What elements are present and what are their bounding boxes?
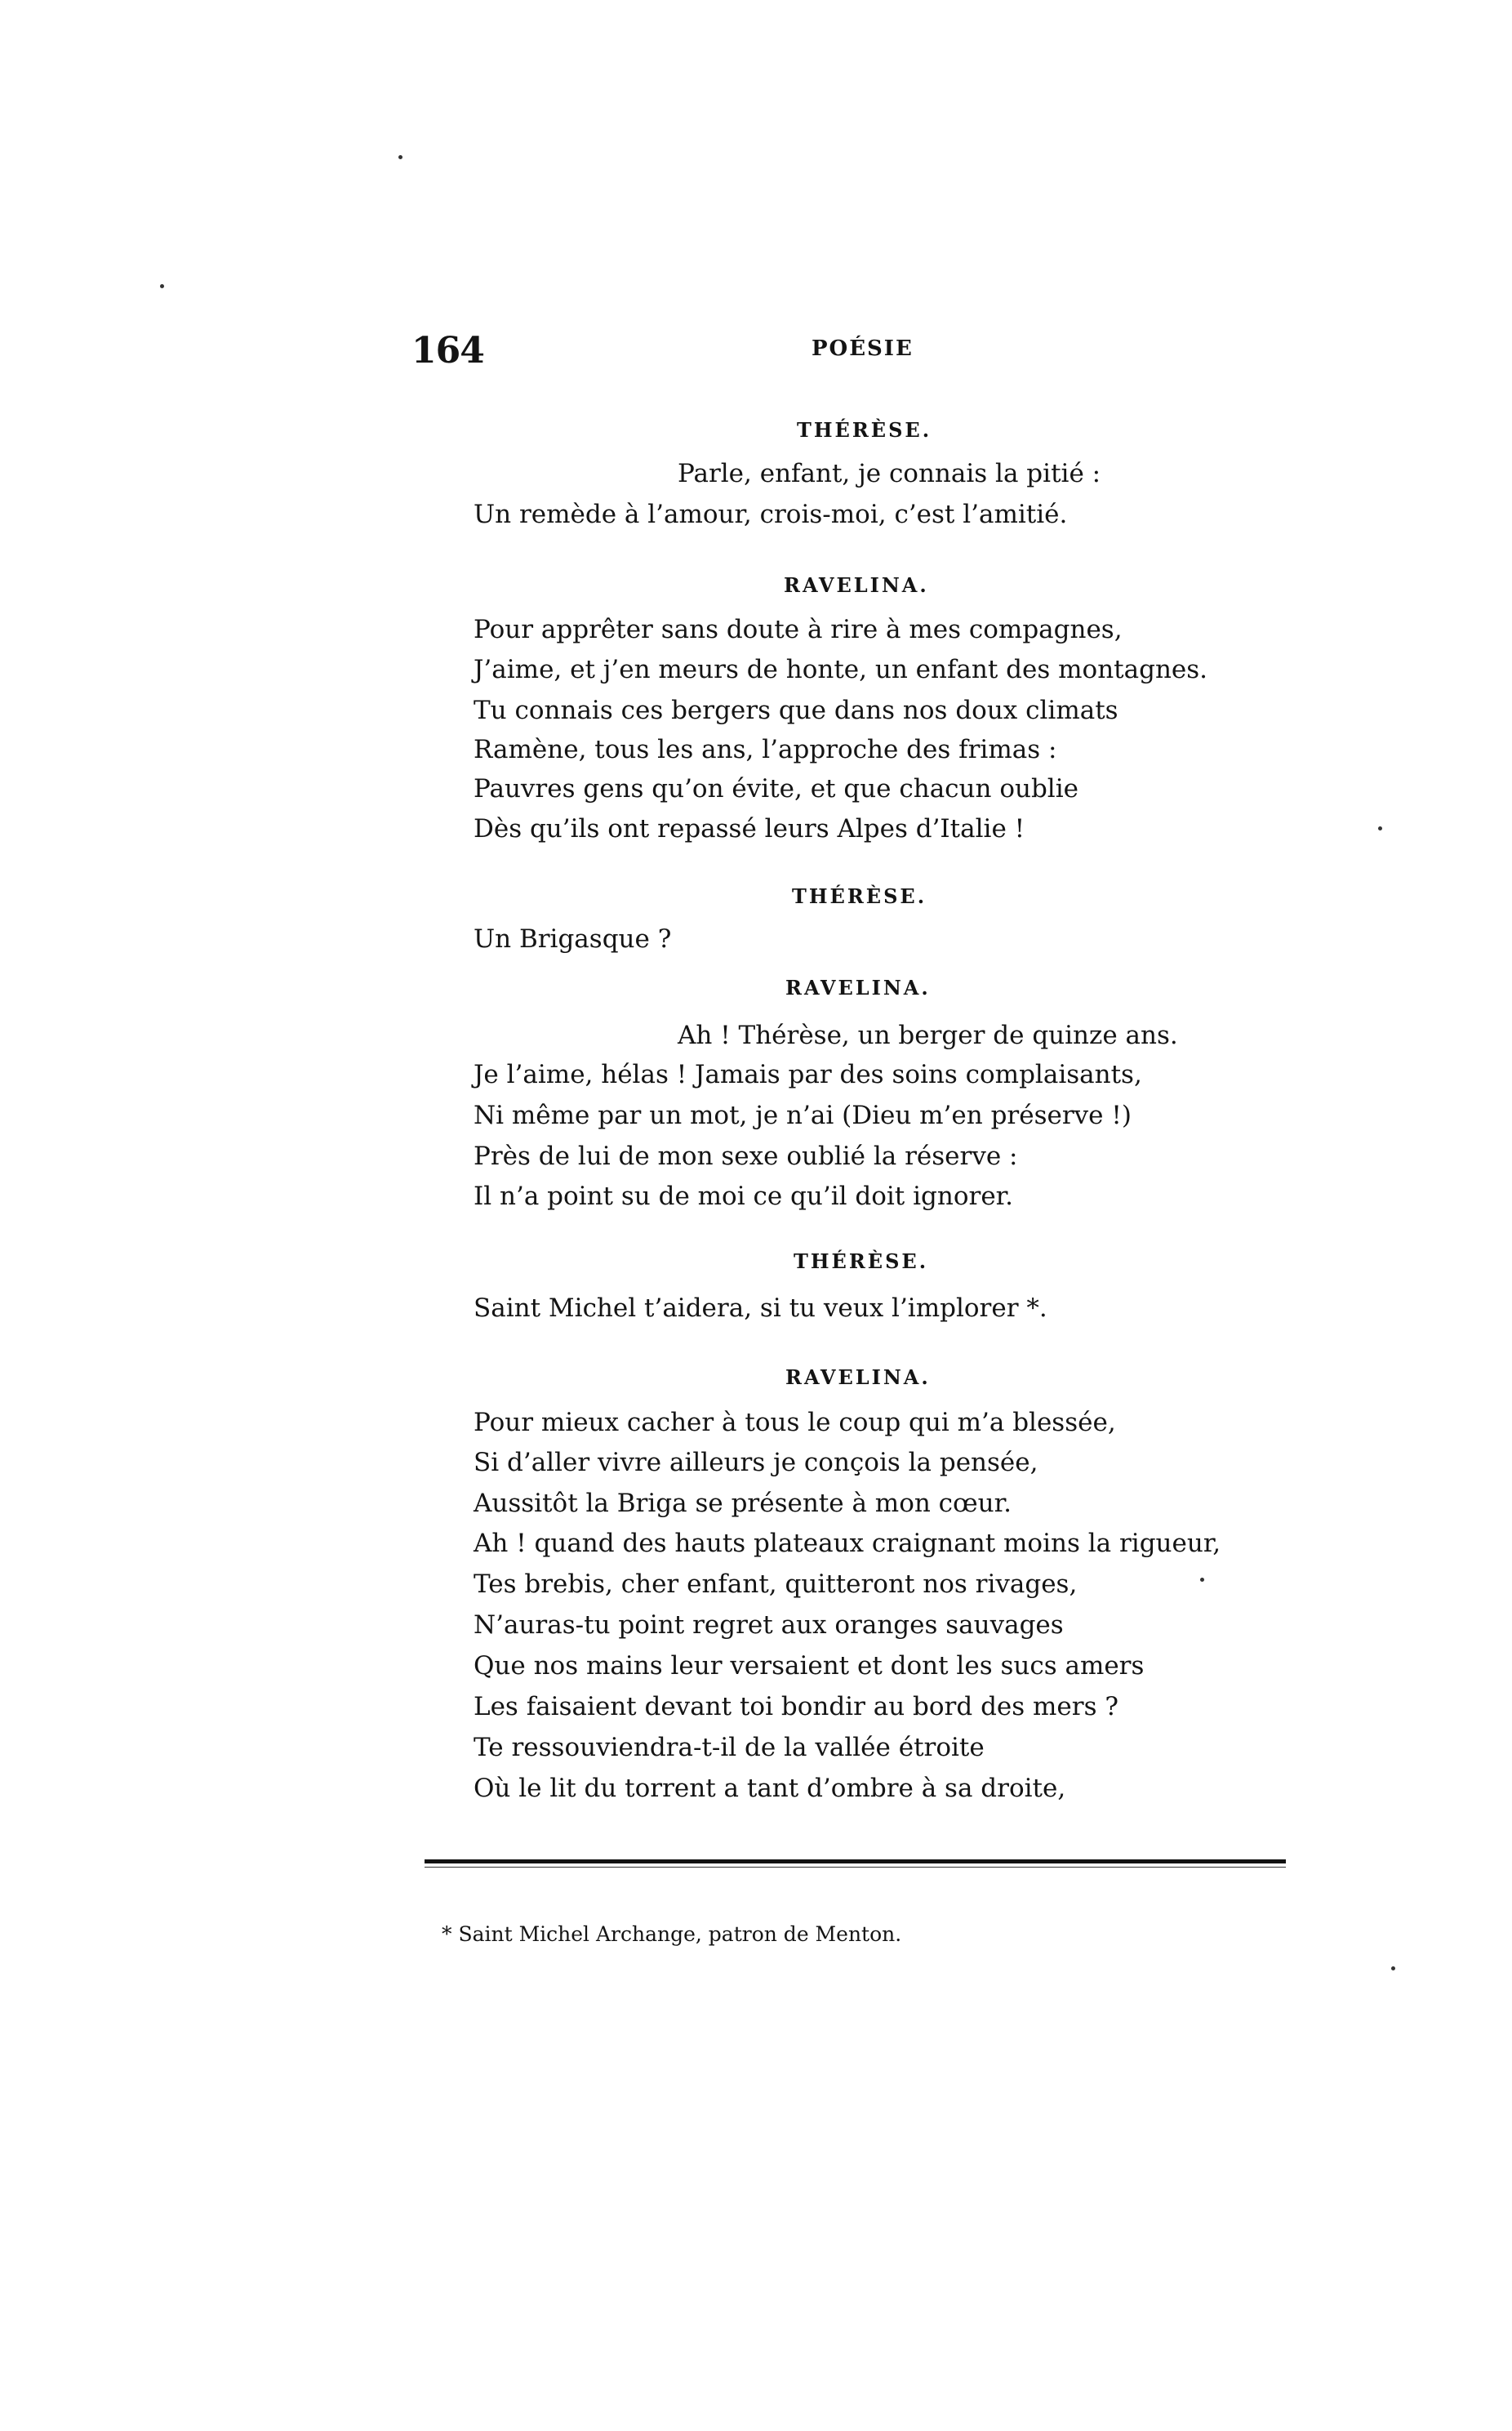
scan-speck [160, 284, 164, 288]
verse-line: Un Brigasque ? [474, 924, 672, 954]
scan-speck [1378, 826, 1382, 830]
speaker-label: THÉRÈSE. [797, 418, 932, 442]
verse-line: Tes brebis, cher enfant, quitteront nos rivages, [474, 1569, 1078, 1599]
footnote-rule-thin [425, 1867, 1286, 1868]
verse-line: Où le lit du torrent a tant d’ombre à sa droite, [474, 1774, 1066, 1803]
verse-line: J’aime, et j’en meurs de honte, un enfant des montagnes. [474, 655, 1208, 684]
verse-line: Parle, enfant, je connais la pitié : [678, 459, 1101, 488]
verse-line: Aussitôt la Briga se présente à mon cœur. [474, 1489, 1012, 1518]
verse-line: Pour apprêter sans doute à rire à mes compagnes, [474, 615, 1123, 644]
verse-line: Si d’aller vivre ailleurs je conçois la pensée, [474, 1448, 1038, 1477]
verse-line: Saint Michel t’aidera, si tu veux l’implorer *. [474, 1293, 1047, 1323]
footnote-rule [425, 1859, 1286, 1863]
page-number: 164 [411, 330, 484, 372]
verse-line: Je l’aime, hélas ! Jamais par des soins complaisants, [474, 1060, 1142, 1089]
verse-line: Près de lui de mon sexe oublié la réserve : [474, 1142, 1018, 1171]
verse-line: N’auras-tu point regret aux oranges sauvages [474, 1610, 1064, 1640]
verse-line: Il n’a point su de moi ce qu’il doit ignorer. [474, 1182, 1013, 1211]
verse-line: Dès qu’ils ont repassé leurs Alpes d’Italie ! [474, 814, 1025, 844]
verse-line: Les faisaient devant toi bondir au bord des mers ? [474, 1692, 1118, 1721]
scan-speck [1391, 1966, 1395, 1970]
scan-speck [1200, 1578, 1204, 1582]
speaker-label: RAVELINA. [784, 573, 929, 597]
scan-speck [398, 155, 402, 159]
verse-line: Tu connais ces bergers que dans nos doux climats [474, 696, 1118, 725]
verse-line: Te ressouviendra-t-il de la vallée étroite [474, 1733, 985, 1762]
verse-line: Ramène, tous les ans, l’approche des frimas : [474, 735, 1057, 764]
verse-line: Que nos mains leur versaient et dont les sucs amers [474, 1651, 1145, 1681]
running-head: POÉSIE [812, 336, 914, 361]
speaker-label: RAVELINA. [785, 976, 931, 1000]
speaker-label: RAVELINA. [785, 1365, 931, 1389]
verse-line: Ah ! quand des hauts plateaux craignant moins la rigueur, [474, 1529, 1221, 1558]
speaker-label: THÉRÈSE. [792, 884, 927, 908]
speaker-label: THÉRÈSE. [794, 1249, 929, 1273]
verse-line: Un remède à l’amour, crois-moi, c’est l’amitié. [474, 500, 1068, 529]
verse-line: Pour mieux cacher à tous le coup qui m’a blessée, [474, 1408, 1116, 1437]
footnote: * Saint Michel Archange, patron de Menton. [442, 1922, 902, 1946]
verse-line: Ah ! Thérèse, un berger de quinze ans. [678, 1021, 1178, 1050]
verse-line: Pauvres gens qu’on évite, et que chacun oublie [474, 774, 1078, 804]
verse-line: Ni même par un mot, je n’ai (Dieu m’en préserve !) [474, 1101, 1132, 1130]
